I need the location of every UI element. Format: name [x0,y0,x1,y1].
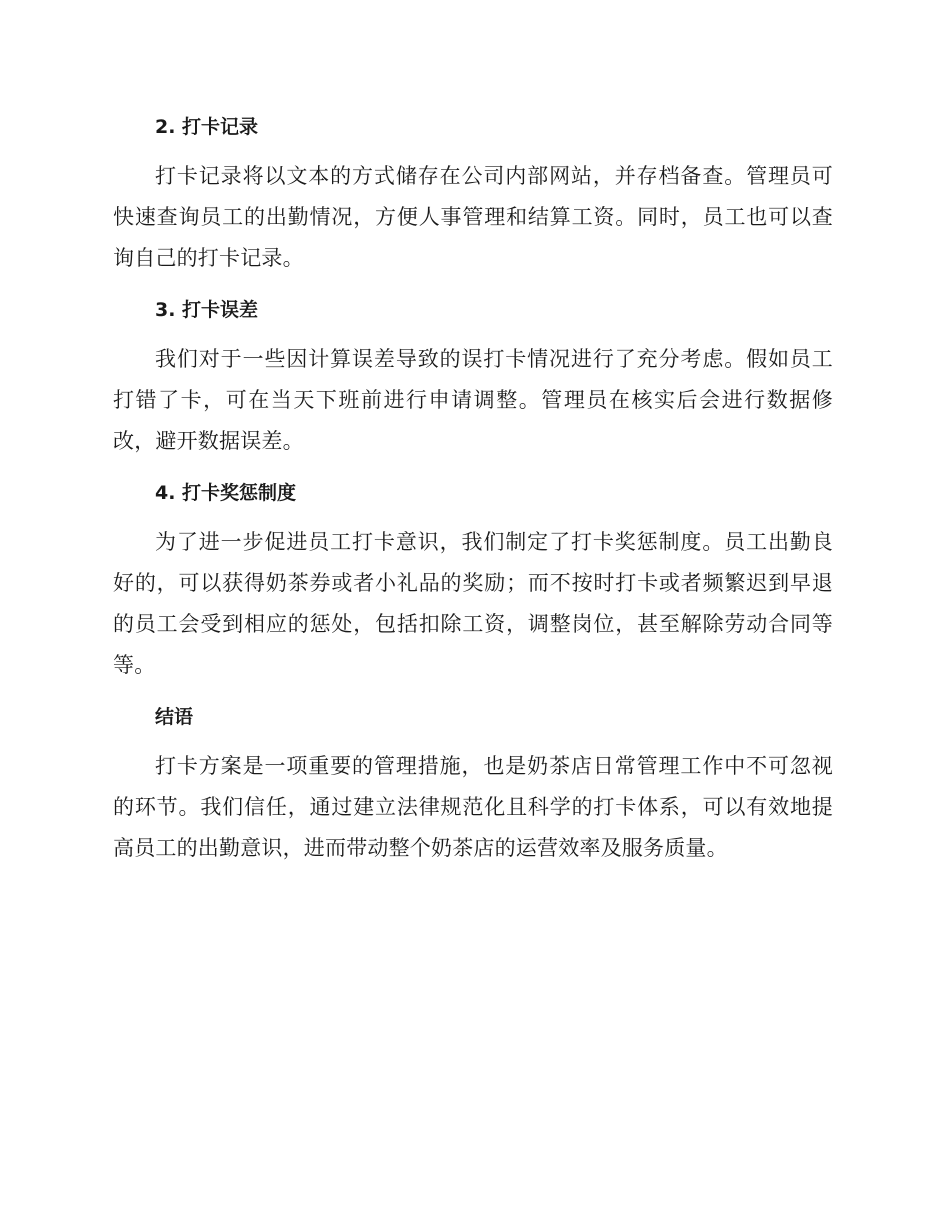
section-attendance-error [113,293,833,462]
section-reward-penalty [113,476,833,686]
section-heading: 结语 [155,706,194,728]
section-heading: 2. 打卡记录 [155,116,259,138]
section-attendance-record [113,110,833,279]
document-page [113,110,833,883]
section-paragraph: 打卡方案是一项重要的管理措施，也是奶茶店日常管理工作中不可忽视的环节。我们信任，通过建立法律规范化且科学的打卡体系，可以有效地提高员工的出勤意识，进而带动整个奶茶店的运营效率及服务质量。 [113,754,833,860]
section-conclusion [113,700,833,869]
section-heading: 4. 打卡奖惩制度 [155,482,297,504]
section-paragraph: 为了进一步促进员工打卡意识，我们制定了打卡奖惩制度。员工出勤良好的，可以获得奶茶券或者小礼品的奖励；而不按时打卡或者频繁迟到早退的员工会受到相应的惩处，包括扣除工资，调整岗位，甚至解除劳动合同等等。 [113,530,833,677]
section-paragraph: 我们对于一些因计算误差导致的误打卡情况进行了充分考虑。假如员工打错了卡，可在当天下班前进行申请调整。管理员在核实后会进行数据修改，避开数据误差。 [113,347,833,453]
section-heading: 3. 打卡误差 [155,299,259,321]
section-paragraph: 打卡记录将以文本的方式储存在公司内部网站，并存档备查。管理员可快速查询员工的出勤情况，方便人事管理和结算工资。同时，员工也可以查询自己的打卡记录。 [113,164,833,270]
